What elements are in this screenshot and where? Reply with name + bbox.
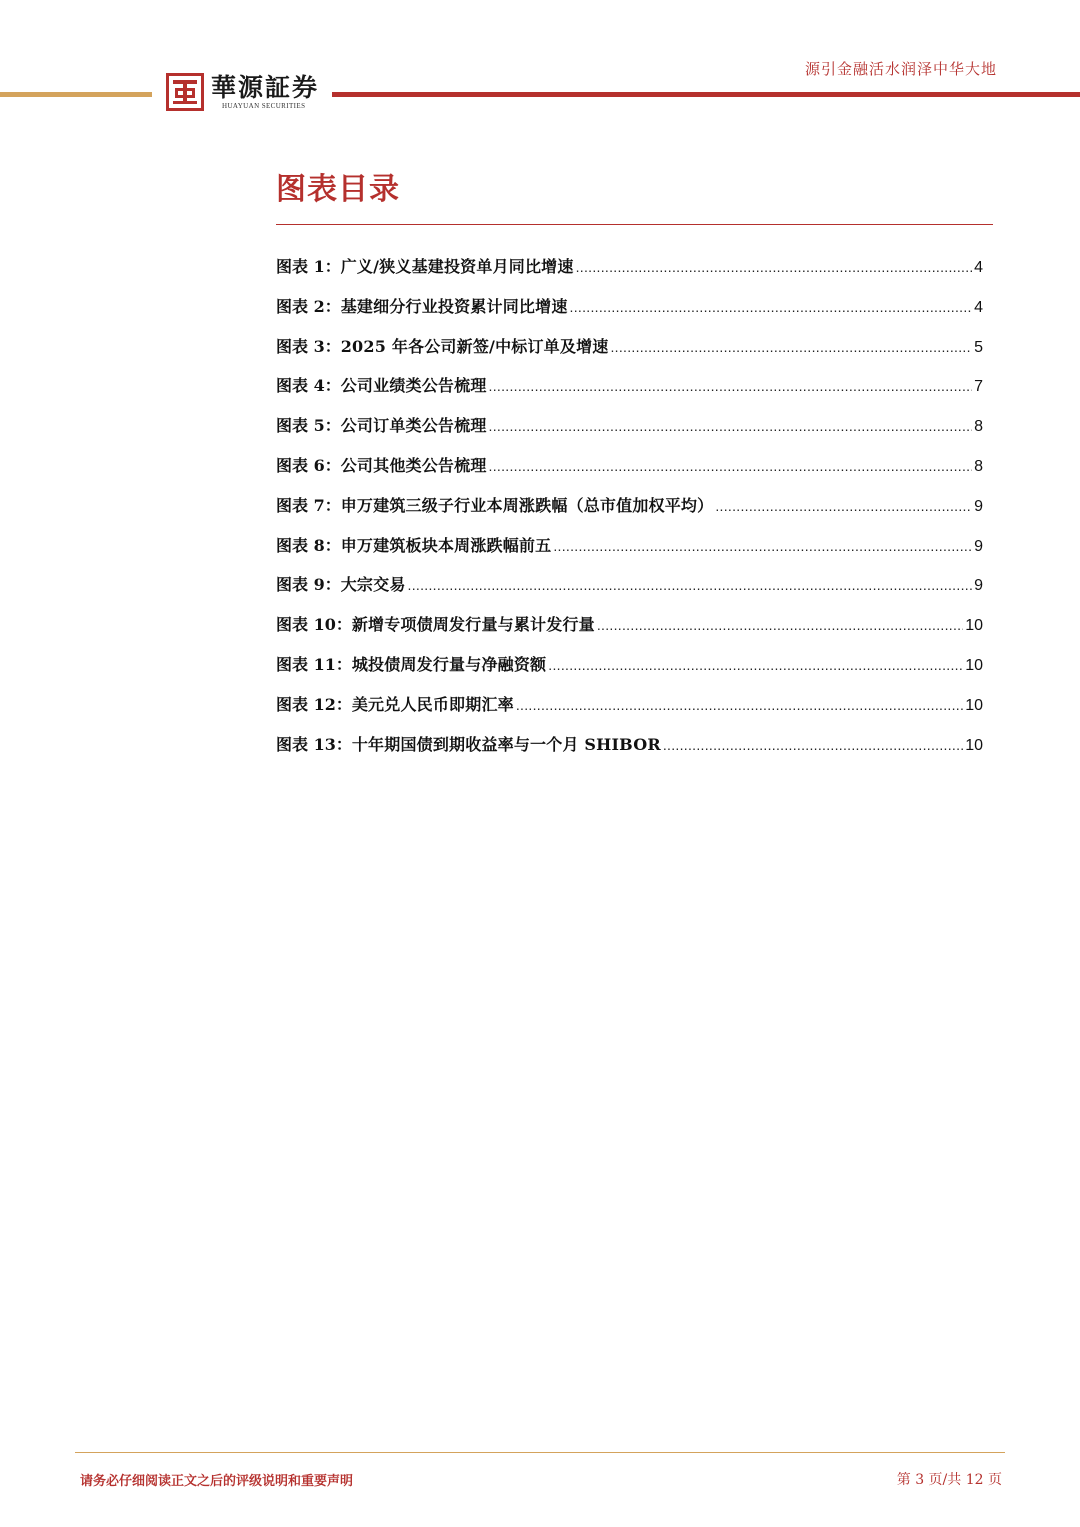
toc-entry-text: 公司其他类公告梳理 [340,455,487,475]
toc-entry-label: 图表 9： [276,575,341,595]
header-gold-bar [0,92,152,97]
toc-dot-leader [715,498,972,514]
toc-entry-text: 广义/狭义基建投资单月同比增速 [340,257,574,276]
toc-dot-leader [489,418,973,434]
toc-entry-label: 图表 10： [276,615,352,635]
toc-entry-text: 十年期国债到期收益率与一个月 SHIBOR [351,734,661,754]
toc-dot-leader [570,299,973,315]
toc-entry-11[interactable] [276,652,983,692]
toc-entry-label: 图表 13： [276,734,352,754]
toc-entry-page: 4 [974,259,983,276]
toc-entry-1[interactable] [276,254,983,294]
toc-dot-leader [553,538,972,554]
toc-entry-text: 公司订单类公告梳理 [340,416,487,436]
toc-entry-text: 城投债周发行量与净融资额 [351,654,547,674]
toc-entry-8[interactable] [276,533,983,573]
toc-entry-page: 5 [974,338,983,356]
toc-entry-12[interactable] [276,692,983,732]
brand-name-cn: 華源証券 [211,73,320,102]
toc-dot-leader [548,657,963,673]
toc-dot-leader [408,577,973,593]
toc-entry-label: 图表 12： [276,694,352,714]
toc-title: 图表目录 [276,172,400,207]
toc-entry-3[interactable] [276,334,983,374]
toc-entry-text: 申万建筑板块本周涨跌幅前五 [340,535,552,555]
header-red-bar [332,92,1080,97]
toc-entry-page: 4 [974,298,983,316]
toc-entry-text: 大宗交易 [340,575,406,595]
toc-entry-label: 图表 7： [276,495,341,515]
brand-name-en: HUAYUAN SECURITIES [222,102,306,110]
toc-entry-text: 公司业绩类公告梳理 [340,376,487,396]
toc-entry-label: 图表 2： [276,296,341,316]
toc-entry-page: 9 [974,577,983,595]
toc-entry-7[interactable] [276,493,983,533]
toc-entry-13[interactable] [276,732,983,772]
toc-entry-6[interactable] [276,453,983,493]
toc-dot-leader [597,617,963,633]
toc-dot-leader [663,737,963,753]
toc-entry-4[interactable] [276,373,983,413]
toc-entry-text: 申万建筑三级子行业本周涨跌幅（总市值加权平均） [340,495,714,515]
toc-dot-leader [610,339,972,355]
toc-entry-2[interactable] [276,294,983,334]
toc-entry-page: 10 [965,656,983,674]
title-divider [276,224,993,225]
toc-entry-page: 8 [974,457,983,475]
toc-entry-5[interactable] [276,413,983,453]
footer-divider [75,1452,1005,1453]
toc-dot-leader [576,259,973,275]
toc-entry-label: 图表 3： [276,336,341,356]
toc-entry-text: 美元兑人民币即期汇率 [351,694,514,714]
toc-entry-page: 10 [965,696,983,714]
toc-entry-label: 图表 6： [276,455,341,475]
toc-entry-label: 图表 11： [276,654,352,674]
toc-entry-page: 10 [965,617,983,635]
toc-entry-label: 图表 4： [276,376,341,396]
toc-entry-label: 图表 8： [276,535,341,555]
toc-entry-page: 8 [974,418,983,436]
toc-entry-9[interactable] [276,572,983,612]
toc-entry-page: 9 [974,537,983,555]
toc-entry-label: 图表 5： [276,416,341,436]
toc-entry-page: 10 [965,736,983,754]
header-slogan: 源引金融活水润泽中华大地 [804,60,997,78]
toc-list [276,254,983,771]
huayuan-seal-logo-icon [166,73,204,111]
toc-dot-leader [489,378,973,394]
toc-entry-10[interactable] [276,612,983,652]
footer-disclaimer: 请务必仔细阅读正文之后的评级说明和重要声明 [80,1474,354,1489]
toc-entry-text: 基建细分行业投资累计同比增速 [340,296,568,316]
toc-entry-text: 新增专项债周发行量与累计发行量 [351,615,595,635]
toc-entry-page: 7 [974,378,983,396]
toc-dot-leader [516,697,963,713]
footer-page-info: 第 3 页/共 12 页 [896,1472,1002,1488]
toc-dot-leader [489,458,973,474]
toc-entry-text: 2025 年各公司新签/中标订单及增速 [340,336,609,356]
toc-entry-page: 9 [974,497,983,515]
toc-entry-label: 图表 1： [276,257,341,276]
